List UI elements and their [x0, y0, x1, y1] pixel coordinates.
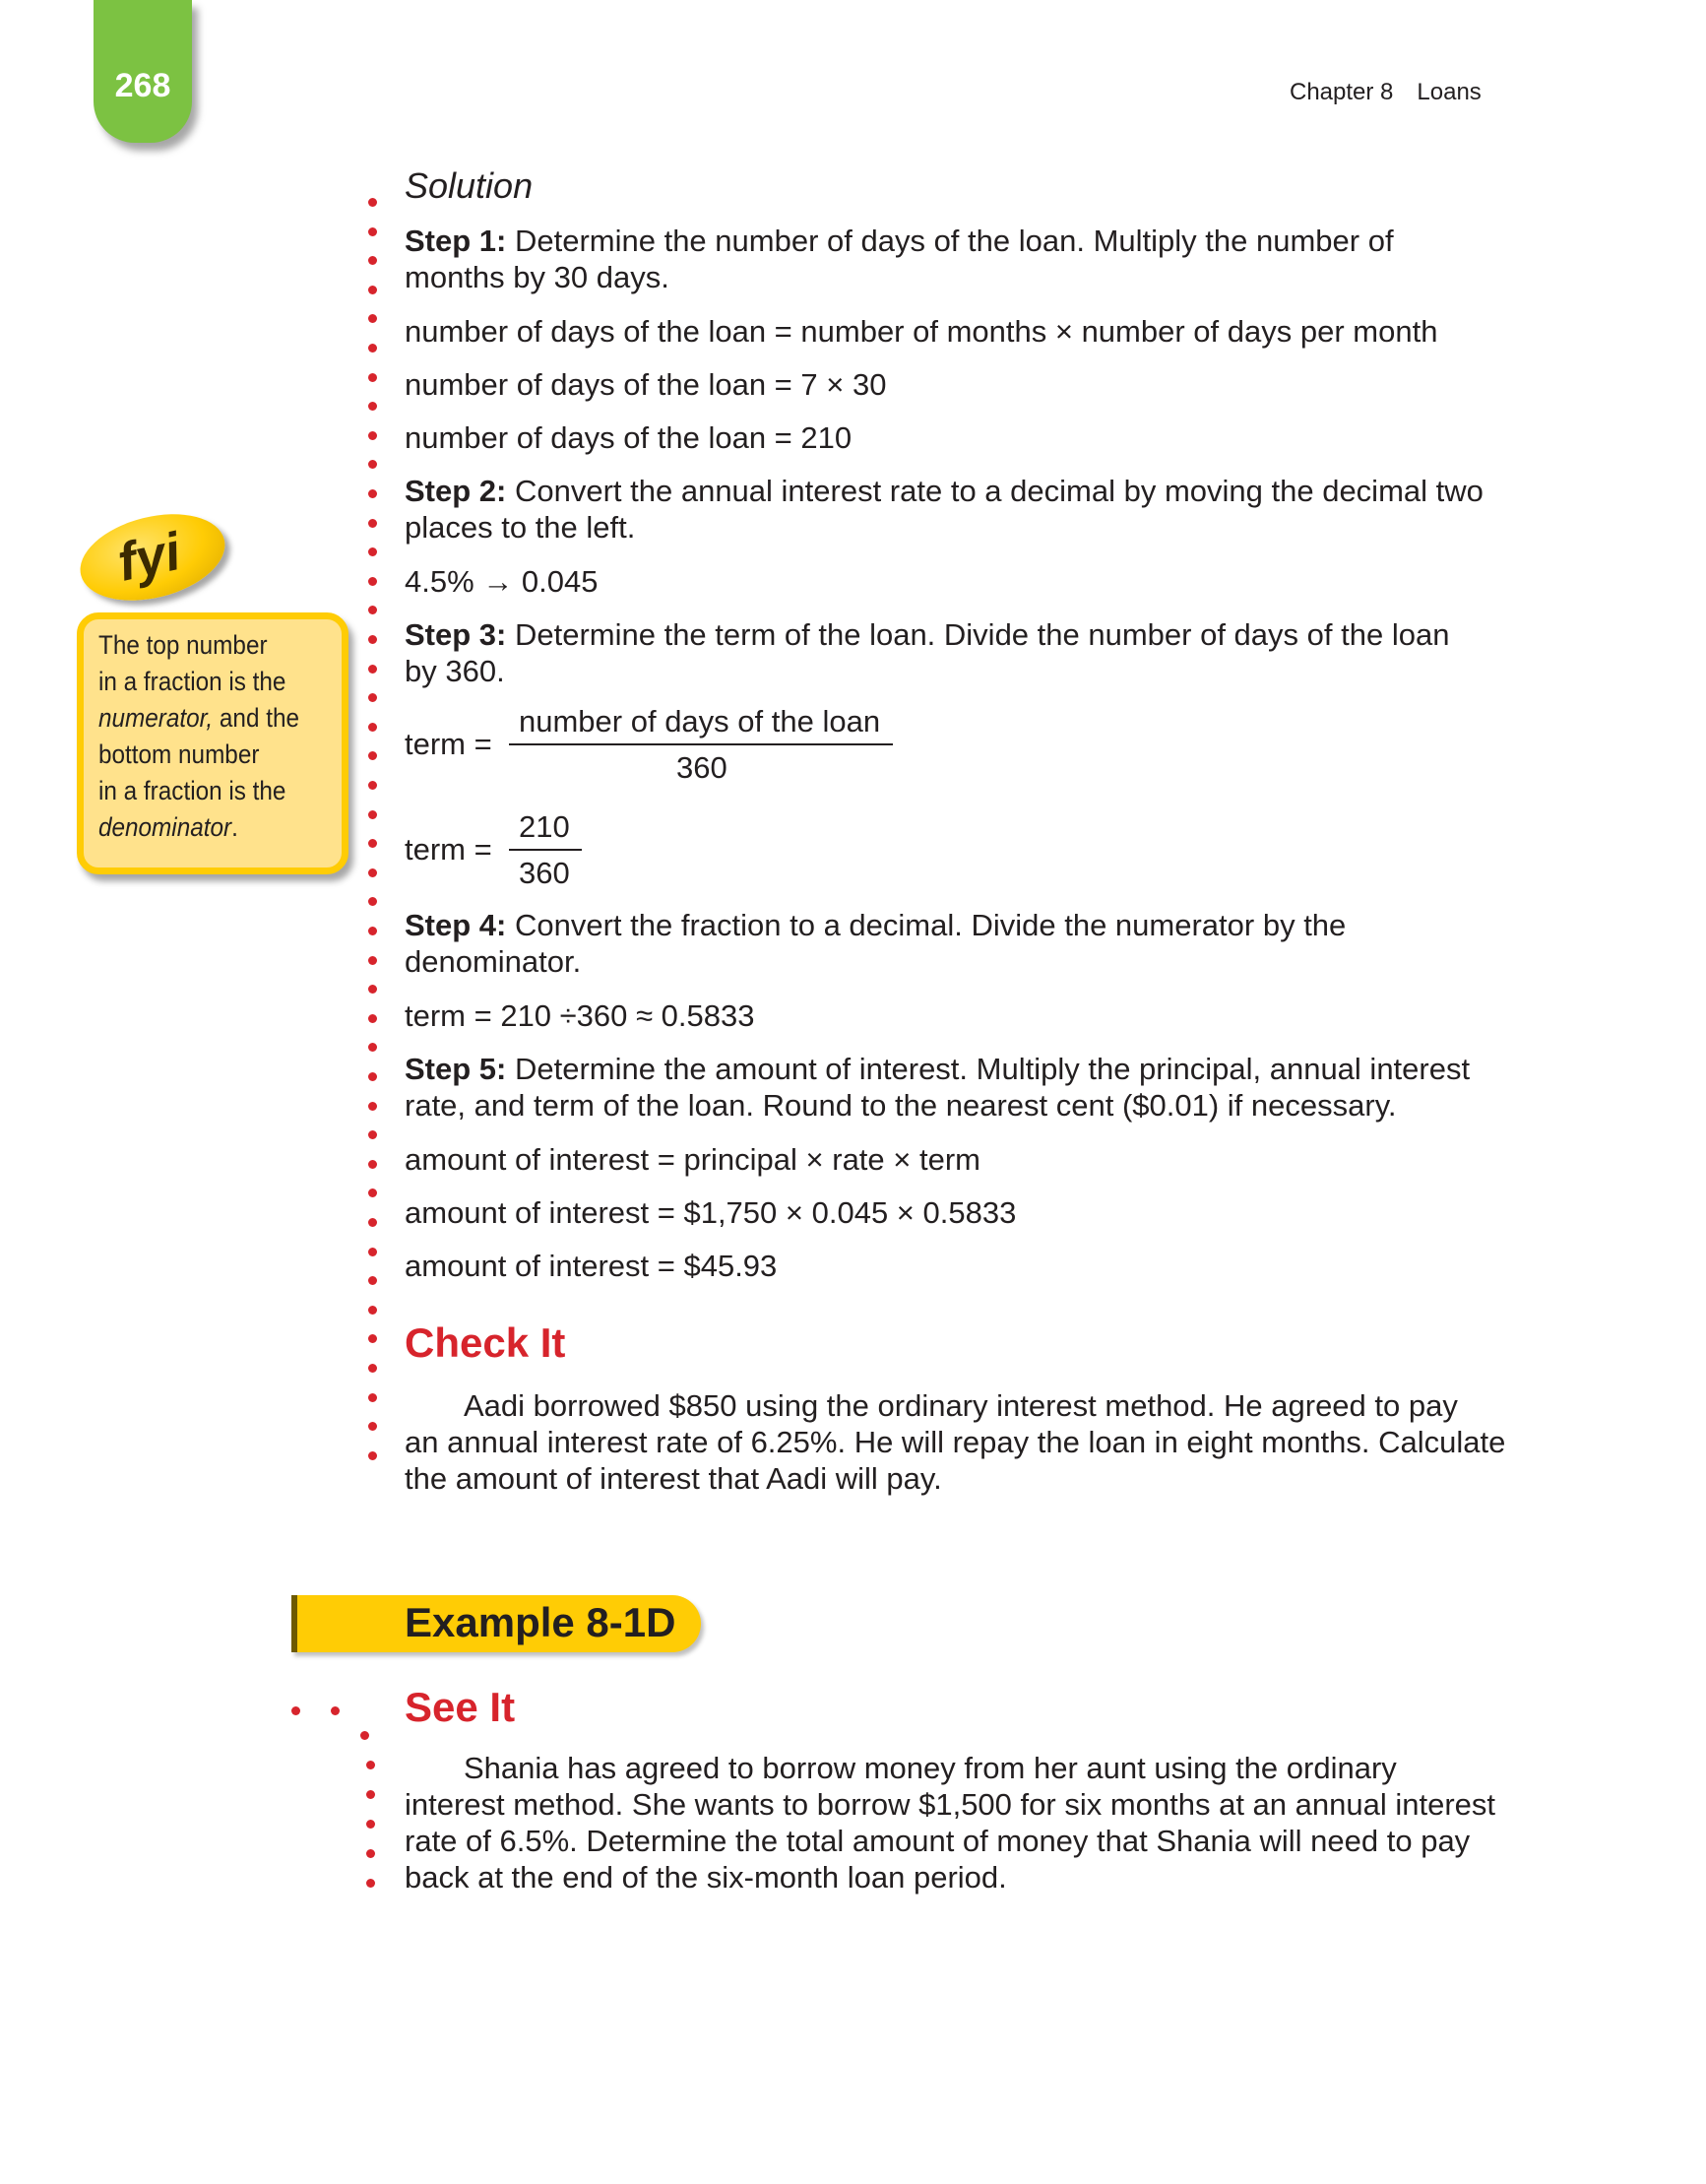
margin-dot: [291, 1706, 300, 1715]
step3-text: Determine the term of the loan. Divide the number of days of the loan: [506, 617, 1450, 652]
step2-label: Step 2:: [405, 474, 507, 508]
step1-text: Determine the number of days of the loan. Multiply the number of: [506, 224, 1394, 258]
fraction1-bar: [509, 743, 893, 745]
equation-interest-formula: amount of interest = principal × rate × term: [405, 1142, 980, 1177]
margin-dot: [368, 1102, 377, 1111]
step1-line2: months by 30 days.: [405, 260, 669, 294]
step4-line1: [405, 907, 1346, 943]
margin-dot: [368, 402, 377, 411]
margin-dot: [368, 1014, 377, 1023]
fyi-line1: The top number: [98, 630, 268, 660]
equation-rate-conversion: 4.5% → 0.045: [405, 564, 599, 599]
check-it-heading: Check It: [405, 1319, 566, 1366]
fyi-line6: [98, 809, 302, 846]
equation-term-decimal: term = 210 ÷360 ≈ 0.5833: [405, 998, 755, 1033]
margin-dot: [368, 1043, 377, 1052]
fyi-line3-rest: and the: [213, 703, 300, 733]
margin-dot: [368, 1218, 377, 1227]
margin-dot: [366, 1820, 375, 1829]
margin-dot: [368, 665, 377, 674]
step2-text: Convert the annual interest rate to a decimal by moving the decimal two: [506, 474, 1484, 508]
margin-dot: [368, 1276, 377, 1285]
step2-line2: places to the left.: [405, 510, 636, 545]
chapter-label: Chapter 8: [1290, 79, 1394, 105]
check-it-line2: an annual interest rate of 6.25%. He will repay the loan in eight months. Calculate: [405, 1425, 1506, 1459]
margin-dot: [368, 635, 377, 644]
margin-dot: [368, 1130, 377, 1139]
margin-dot: [368, 868, 377, 877]
margin-dot: [368, 1248, 377, 1256]
equation-days-substitution: number of days of the loan = 7 × 30: [405, 367, 887, 402]
step1-label: Step 1:: [405, 224, 507, 258]
margin-dot: [368, 1364, 377, 1373]
margin-dot: [368, 751, 377, 760]
margin-dot: [368, 781, 377, 790]
see-it-line2: interest method. She wants to borrow $1,500 for six months at an annual interest: [405, 1787, 1496, 1822]
fyi-line3: [98, 700, 302, 737]
check-it-line3: the amount of interest that Aadi will pay.: [405, 1461, 942, 1496]
margin-dot: [368, 577, 377, 586]
see-it-line4: back at the end of the six-month loan period.: [405, 1860, 1007, 1895]
margin-dot: [368, 1072, 377, 1081]
margin-dot: [366, 1879, 375, 1888]
step4-line2: denominator.: [405, 944, 582, 979]
fyi-term-denominator: denominator: [98, 812, 232, 842]
step3-label: Step 3:: [405, 617, 507, 652]
fyi-line2: in a fraction is the: [98, 667, 286, 696]
margin-dot: [368, 314, 377, 323]
margin-dot: [368, 256, 377, 265]
solution-heading: Solution: [405, 165, 534, 206]
equation-interest-substitution: amount of interest = $1,750 × 0.045 × 0.5833: [405, 1195, 1017, 1230]
margin-dot: [368, 1334, 377, 1343]
margin-dot: [368, 956, 377, 965]
step3-line2: by 360.: [405, 654, 505, 688]
margin-dot: [368, 1451, 377, 1460]
fyi-term-numerator: numerator,: [98, 703, 214, 733]
margin-dot: [331, 1706, 340, 1715]
margin-dot: [368, 927, 377, 935]
step4-label: Step 4:: [405, 908, 507, 942]
margin-dot: [368, 286, 377, 294]
step5-text: Determine the amount of interest. Multiply the principal, annual interest: [506, 1052, 1471, 1086]
step2-line1: [405, 473, 1484, 509]
margin-dot: [368, 489, 377, 498]
margin-dot: [368, 198, 377, 207]
margin-dot: [368, 810, 377, 819]
see-it-heading: See It: [405, 1684, 516, 1730]
margin-dot: [368, 897, 377, 906]
see-it-line1: Shania has agreed to borrow money from her aunt using the ordinary: [464, 1751, 1397, 1785]
margin-dot: [366, 1849, 375, 1858]
margin-dot: [368, 839, 377, 848]
margin-dot: [368, 519, 377, 528]
step5-label: Step 5:: [405, 1052, 507, 1086]
margin-dot: [366, 1790, 375, 1799]
step1-line1: [405, 223, 1394, 259]
running-head: [1290, 79, 1482, 106]
fraction1-numerator: number of days of the loan: [519, 704, 881, 739]
step5-line1: [405, 1051, 1470, 1087]
fyi-line5: in a fraction is the: [98, 776, 286, 805]
margin-dot: [368, 1160, 377, 1169]
fraction2-lhs: term =: [405, 832, 492, 867]
equation-days-result: number of days of the loan = 210: [405, 420, 853, 455]
fraction2-denominator: 360: [519, 856, 570, 890]
fraction2-numerator: 210: [519, 809, 570, 844]
margin-dot: [368, 373, 377, 382]
fraction1-denominator: 360: [676, 750, 727, 785]
check-it-line1: Aadi borrowed $850 using the ordinary interest method. He agreed to pay: [464, 1388, 1458, 1423]
margin-dot: [368, 547, 377, 556]
margin-dot: [368, 1306, 377, 1315]
margin-dot: [368, 985, 377, 994]
step3-line1: [405, 616, 1449, 653]
see-it-line3: rate of 6.5%. Determine the total amount of money that Shania will need to pay: [405, 1824, 1471, 1858]
margin-dot: [368, 723, 377, 732]
example-title: Example 8-1D: [405, 1599, 676, 1645]
fyi-line6-rest: .: [231, 812, 238, 842]
margin-dot: [368, 460, 377, 469]
margin-dot: [368, 1188, 377, 1197]
fyi-callout-text: [98, 627, 302, 846]
equation-interest-result: amount of interest = $45.93: [405, 1249, 778, 1283]
margin-dot: [368, 693, 377, 702]
margin-dot: [368, 431, 377, 440]
fyi-badge-label: fyi: [112, 522, 186, 593]
margin-dot: [366, 1761, 375, 1769]
fraction1-lhs: term =: [405, 727, 492, 761]
margin-dot: [368, 344, 377, 353]
margin-dot: [368, 1393, 377, 1402]
step5-line2: rate, and term of the loan. Round to the nearest cent ($0.01) if necessary.: [405, 1088, 1397, 1123]
margin-dot: [368, 227, 377, 236]
fyi-line4: bottom number: [98, 739, 260, 769]
section-label: Loans: [1417, 79, 1482, 105]
margin-dot: [368, 1422, 377, 1431]
page-number: 268: [114, 67, 171, 104]
margin-dot: [368, 606, 377, 614]
fraction2-bar: [509, 849, 582, 851]
step4-text: Convert the fraction to a decimal. Divide the numerator by the: [506, 908, 1347, 942]
margin-dot: [360, 1731, 369, 1740]
equation-days-formula: number of days of the loan = number of months × number of days per month: [405, 314, 1438, 349]
